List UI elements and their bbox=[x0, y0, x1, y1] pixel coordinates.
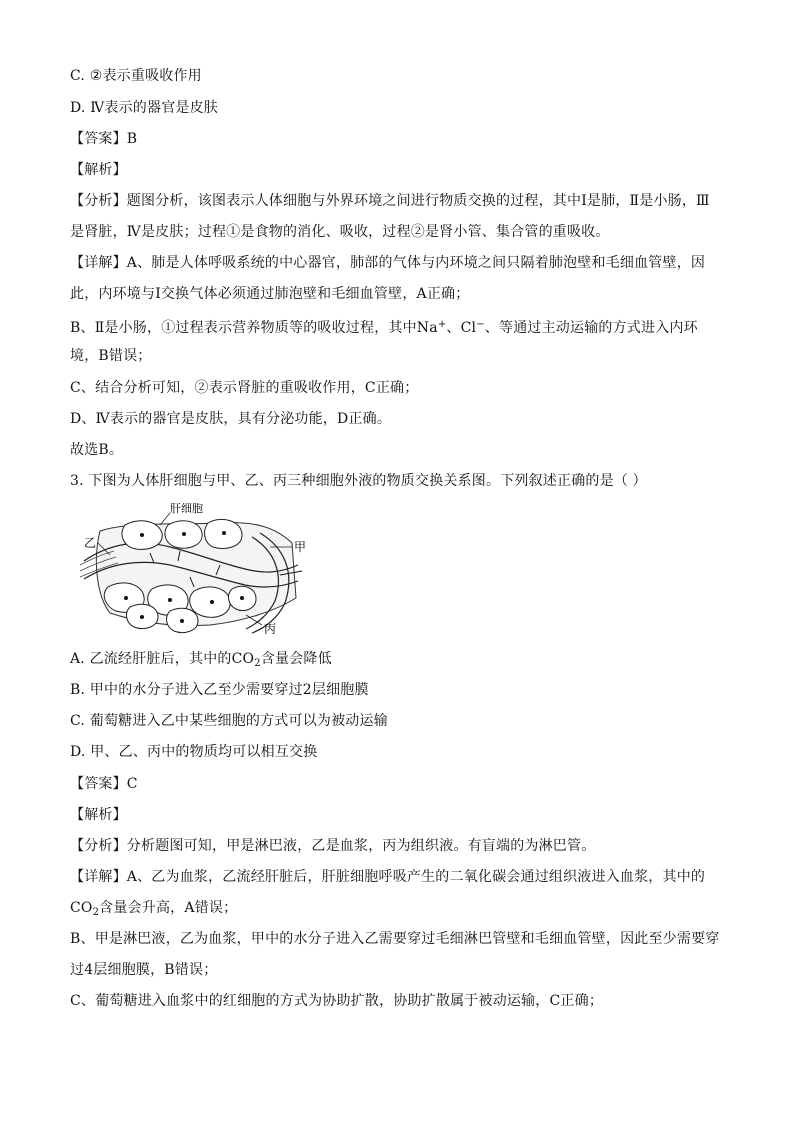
subscript-2-b: 2 bbox=[92, 907, 100, 918]
detail-text-q3-2 bbox=[70, 898, 730, 923]
option-b-line: B. 甲中的水分子进入乙至少需要穿过2层细胞膜 bbox=[70, 682, 369, 698]
option-d-line-q3: D. 甲、乙、丙中的物质均可以相互交换 bbox=[70, 744, 318, 760]
superscript-minus: − bbox=[476, 319, 485, 330]
label-liver-cell: 肝细胞 bbox=[170, 503, 203, 515]
analysis-text-q3: 【分析】分析题图可知，甲是淋巴液，乙是血浆，丙为组织液。有盲端的为淋巴管。 bbox=[70, 838, 596, 854]
option-a-part-3: 含量会降低 bbox=[260, 651, 332, 667]
nucleus bbox=[240, 596, 244, 600]
superscript-plus: + bbox=[437, 319, 447, 330]
liver-cell bbox=[190, 587, 230, 617]
option-c-line-q3: C. 葡萄糖进入乙中某些细胞的方式可以为被动运输 bbox=[70, 713, 388, 729]
answer-line: 【答案】B bbox=[70, 131, 138, 147]
detail-text-4: 境，B错误； bbox=[70, 348, 152, 364]
choose-b-line: 故选B。 bbox=[70, 442, 124, 458]
answer-line-q3: 【答案】C bbox=[70, 776, 138, 792]
option-a-line bbox=[70, 649, 730, 674]
analysis-heading-q3: 【解析】 bbox=[70, 807, 127, 823]
detail-text-3-c: 、Cl bbox=[446, 320, 477, 336]
analysis-text-1: 【分析】题图分析，该图表示人体细胞与外界环境之间进行物质交换的过程，其中Ⅰ是肺，Ⅱ是小肠，Ⅲ bbox=[70, 193, 710, 209]
label-yi: 乙 bbox=[84, 536, 97, 550]
detail-text-5: C、结合分析可知，②表示肾脏的重吸收作用，C正确； bbox=[70, 380, 419, 396]
nucleus bbox=[168, 598, 172, 602]
nucleus bbox=[210, 600, 214, 604]
liver-cell-diagram-svg bbox=[70, 503, 308, 635]
question-3-stem: 3. 下图为人体肝细胞与甲、乙、丙三种细胞外液的物质交换关系图。下列叙述正确的是（ ） bbox=[70, 473, 647, 489]
detail-text-6: D、Ⅳ表示的器官是皮肤，具有分泌功能，D正确。 bbox=[70, 411, 392, 427]
option-a-part-1: A. 乙流经肝脏后，其中的CO bbox=[70, 651, 255, 667]
pointer-liver bbox=[160, 513, 170, 525]
detail-text-1: 【详解】A、肺是人体呼吸系统的中心器官，肺部的气体与内环境之间只隔着肺泡壁和毛细血管壁，因 bbox=[70, 255, 706, 271]
detail-text-q3-5: C、葡萄糖进入血浆中的红细胞的方式为协助扩散，协助扩散属于被动运输，C正确； bbox=[70, 993, 604, 1009]
option-c-line: C. ②表示重吸收作用 bbox=[70, 68, 202, 84]
nucleus bbox=[140, 615, 144, 619]
label-bing: 丙 bbox=[264, 622, 277, 635]
nucleus bbox=[124, 596, 128, 600]
analysis-heading: 【解析】 bbox=[70, 162, 127, 178]
detail-q3-2-a: CO bbox=[70, 900, 93, 916]
detail-text-3-a: B、Ⅱ是小肠，①过程表示营养物质等的吸收过程，其中Na bbox=[70, 320, 438, 336]
nucleus bbox=[222, 531, 226, 535]
nucleus bbox=[182, 532, 186, 536]
detail-q3-2-c: 含量会升高，A错误； bbox=[99, 900, 238, 916]
detail-text-3 bbox=[70, 315, 730, 338]
nucleus bbox=[180, 619, 184, 623]
subscript-2: 2 bbox=[254, 658, 261, 669]
detail-text-q3-4: 过4层细胞膜，B错误； bbox=[70, 962, 218, 978]
analysis-text-2: 是肾脏，Ⅳ是皮肤；过程①是食物的消化、吸收，过程②是肾小管、集合管的重吸收。 bbox=[70, 224, 610, 240]
detail-text-q3-3: B、甲是淋巴液，乙为血浆，甲中的水分子进入乙需要穿过毛细淋巴管壁和毛细血管壁，因此至少需要穿 bbox=[70, 931, 720, 947]
nucleus bbox=[140, 533, 144, 537]
option-d-line: D. Ⅳ表示的器官是皮肤 bbox=[70, 100, 219, 116]
label-jia: 甲 bbox=[294, 540, 307, 554]
detail-text-3-e: 、等通过主动运输的方式进入内环 bbox=[484, 320, 698, 336]
liver-cell-diagram bbox=[70, 503, 308, 635]
detail-text-2: 此，内环境与Ⅰ交换气体必须通过肺泡壁和毛细血管壁，A正确； bbox=[70, 286, 470, 302]
detail-text-q3-1: 【详解】A、乙为血浆，乙流经肝脏后，肝脏细胞呼吸产生的二氧化碳会通过组织液进入血浆，其中的 bbox=[70, 869, 706, 885]
